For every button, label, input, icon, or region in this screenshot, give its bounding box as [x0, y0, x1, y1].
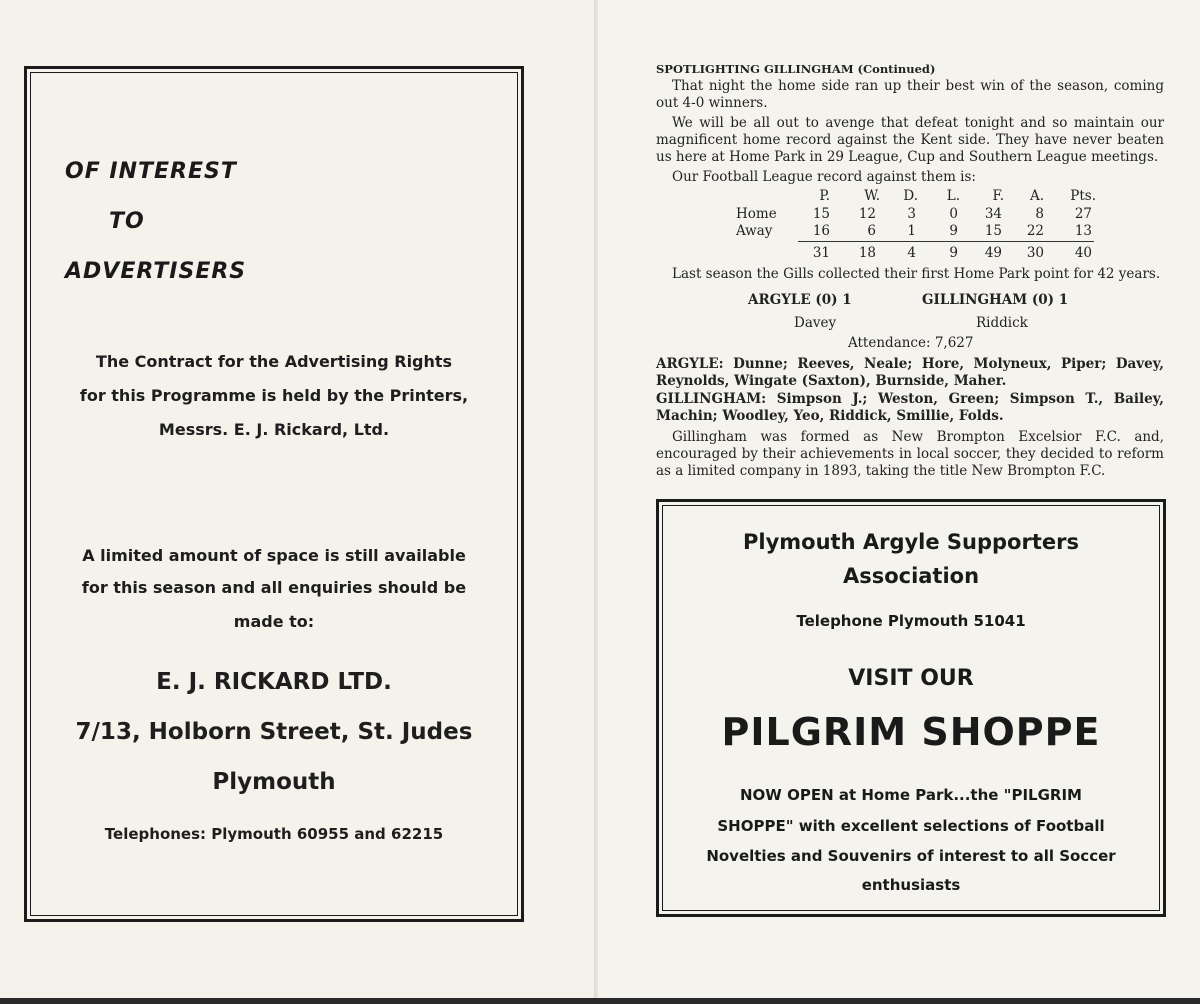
table-cell: 4: [907, 245, 916, 261]
space-line-2: for this season and all enquiries should be: [81, 578, 467, 597]
table-row: [656, 223, 1164, 241]
table-cell: 3: [907, 206, 916, 222]
match-scorers: [656, 315, 1164, 333]
supporters-ad-box: [656, 499, 1166, 917]
heading-line-2: TO: [109, 209, 145, 234]
contract-line-3: Messrs. E. J. Rickard, Ltd.: [158, 420, 390, 439]
paragraph-1: That night the home side ran up their best win of the season, coming out 4-0 winners.: [656, 78, 1164, 111]
heading-line-3: ADVERTISERS: [65, 259, 247, 284]
table-cell: 8: [1035, 206, 1044, 222]
visit-our: VISIT OUR: [848, 666, 974, 691]
org-line-2: Association: [842, 564, 980, 588]
table-cell: 30: [1026, 245, 1044, 261]
away-scorer: Riddick: [976, 315, 1028, 331]
table-row: [656, 206, 1164, 224]
header-d: D.: [903, 188, 918, 204]
heading-line-1: OF INTEREST: [65, 159, 237, 184]
match-attendance-row: [656, 335, 1164, 353]
telephones: Telephones: Plymouth 60955 and 62215: [104, 825, 444, 843]
telephone: Telephone Plymouth 51041: [796, 612, 1026, 630]
table-row-total: [656, 245, 1164, 263]
org-line-1: Plymouth Argyle Supporters: [743, 530, 1079, 554]
company-address: 7/13, Holborn Street, St. Judes: [75, 719, 473, 745]
history-paragraph: Gillingham was formed as New Brompton Excelsior F.C. and, encouraged by their achievements in local soccer, they decided to reform as a limited company in 1893, taking the title New Brompton F.C.: [656, 429, 1164, 479]
header-l: L.: [946, 188, 960, 204]
table-cell: 16: [812, 223, 830, 239]
left-page: [0, 0, 598, 1000]
table-cell: 22: [1026, 223, 1044, 239]
space-line-3: made to:: [233, 612, 315, 631]
row-label: Away: [736, 223, 773, 239]
header-w: W.: [864, 188, 880, 204]
header-pts: Pts.: [1070, 188, 1096, 204]
match-teams: [656, 292, 1164, 310]
shop-desc-line-2: SHOPPE" with excellent selections of Football: [717, 817, 1105, 835]
table-cell: 49: [984, 245, 1002, 261]
table-cell: 27: [1074, 206, 1092, 222]
last-season: Last season the Gills collected their first Home Park point for 42 years.: [672, 266, 1161, 282]
home-team: ARGYLE (0) 1: [748, 292, 852, 308]
record-table-header: [656, 188, 1164, 206]
row-label: Home: [736, 206, 777, 222]
header-a: A.: [1029, 188, 1044, 204]
record-intro: Our Football League record against them is:: [672, 169, 976, 185]
table-cell: 18: [858, 245, 876, 261]
table-cell: 34: [984, 206, 1002, 222]
company-city: Plymouth: [212, 769, 336, 795]
paragraph-2: We will be all out to avenge that defeat tonight and so maintain our magnificent home record against the Kent side. They have never beaten us here at Home Park in 29 League, Cup and Southern League meetings.: [656, 115, 1164, 165]
shop-desc-line-3: Novelties and Souvenirs of interest to all Soccer: [706, 847, 1116, 865]
table-cell: 0: [949, 206, 958, 222]
shop-desc-line-4: enthusiasts: [861, 876, 961, 894]
scan-bottom-edge: [0, 998, 1200, 1004]
argyle-lineup: ARGYLE: Dunne; Reeves, Neale; Hore, Molyneux, Piper; Davey, Reynolds, Wingate (Saxton), Burnside, Maher.: [656, 356, 1164, 389]
contract-line-1: The Contract for the Advertising Rights: [95, 352, 453, 371]
contract-line-2: for this Programme is held by the Printers,: [79, 386, 469, 405]
table-cell: 6: [867, 223, 876, 239]
total-rule: [798, 241, 1094, 242]
gillingham-lineup: GILLINGHAM: Simpson J.; Weston, Green; Simpson T., Bailey, Machin; Woodley, Yeo, Riddick, Smillie, Folds.: [656, 391, 1164, 424]
header-f: F.: [992, 188, 1004, 204]
advertisers-notice-box: [24, 66, 524, 922]
table-cell: 13: [1074, 223, 1092, 239]
shop-desc-line-1: NOW OPEN at Home Park...the "PILGRIM: [740, 786, 1082, 804]
shop-name: PILGRIM SHOPPE: [721, 710, 1101, 754]
table-cell: 15: [984, 223, 1002, 239]
table-cell: 12: [858, 206, 876, 222]
away-team: GILLINGHAM (0) 1: [922, 292, 1069, 308]
table-cell: 9: [949, 245, 958, 261]
header-p: P.: [819, 188, 830, 204]
table-cell: 31: [812, 245, 830, 261]
space-line-1: A limited amount of space is still available: [82, 546, 466, 565]
table-cell: 15: [812, 206, 830, 222]
table-cell: 9: [949, 223, 958, 239]
company-name: E. J. RICKARD LTD.: [156, 669, 392, 695]
table-cell: 1: [907, 223, 916, 239]
attendance: Attendance: 7,627: [848, 335, 974, 351]
home-scorer: Davey: [794, 315, 837, 331]
section-title: SPOTLIGHTING GILLINGHAM (Continued): [656, 62, 936, 76]
table-cell: 40: [1074, 245, 1092, 261]
